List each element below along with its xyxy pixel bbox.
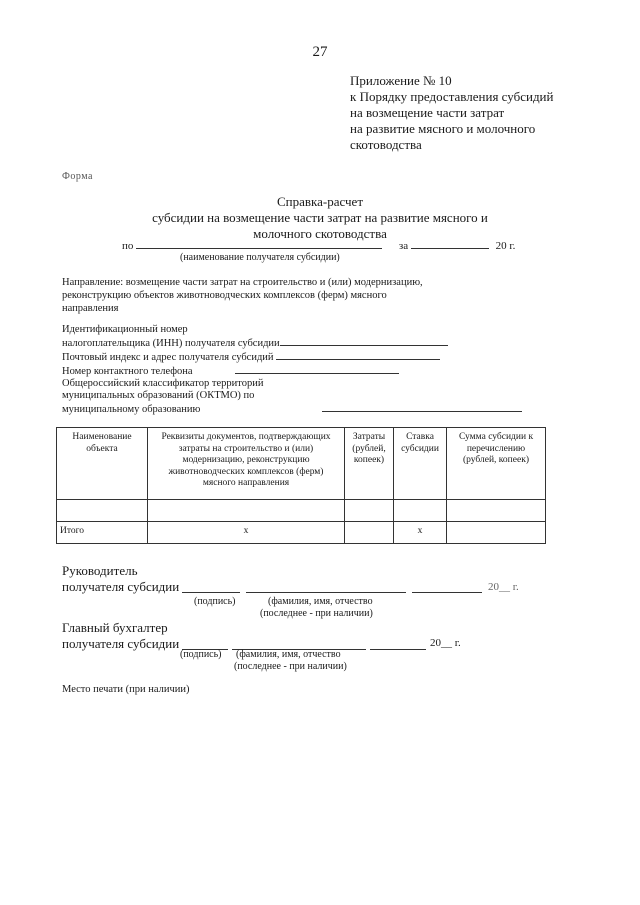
table-total-row [57,522,546,544]
oktmo-label-2: муниципальных образований (ОКТМО) по [62,390,255,401]
table-cell[interactable] [345,500,394,522]
head-name-hint-1: (фамилия, имя, отчество [268,596,373,607]
oktmo-field[interactable] [322,402,522,412]
total-cell[interactable] [345,522,394,544]
phone-field[interactable] [235,364,399,374]
accountant-title-1: Главный бухгалтер [62,620,168,635]
period-field[interactable] [411,239,489,249]
table-cell[interactable] [148,500,345,522]
address-field[interactable] [276,350,440,360]
title-line: молочного скотоводства [253,226,387,241]
total-cell[interactable] [447,522,546,544]
inn-label-1: Идентификационный номер [62,324,188,335]
stamp-place: Место печати (при наличии) [62,684,190,695]
head-name-hint-2: (последнее - при наличии) [260,608,373,619]
po-label: по [122,240,134,252]
total-cell: x [148,522,345,544]
head-year: 20__ г. [488,581,519,593]
za-label: за [398,240,409,252]
table-cell[interactable] [447,500,546,522]
head-date-field[interactable] [412,583,482,593]
head-signature-hint: (подпись) [194,596,236,607]
table-header-row [57,428,546,500]
appendix-line: Приложение № 10 [350,73,452,88]
appendix-line: на возмещение части затрат [350,105,505,120]
head-title-2: получателя субсидии [62,579,180,594]
address-label: Почтовый индекс и адрес получателя субсидий [62,352,274,363]
recipient-field[interactable] [136,239,382,249]
recipient-hint: (наименование получателя субсидии) [180,252,340,263]
phone-label: Номер контактного телефона [62,366,193,377]
accountant-year: 20__ г. [430,637,461,649]
head-signature-field[interactable] [182,583,240,593]
title-line: субсидии на возмещение части затрат на развитие мясного и [152,210,488,225]
table-cell[interactable] [57,500,148,522]
appendix-line: на развитие мясного и молочного [350,121,536,136]
inn-field[interactable] [280,336,448,346]
subsidy-table [56,427,546,544]
accountant-title-2: получателя субсидии [62,636,180,651]
accountant-signature-hint: (подпись) [180,649,222,660]
oktmo-label-1: Общероссийский классификатор территорий [62,378,264,389]
total-label: Итого [57,522,148,544]
recipient-fields [62,324,522,416]
header-rate: Ставка субсидии [394,428,447,500]
appendix-block [350,73,553,153]
total-cell: x [394,522,447,544]
year-label: 20 г. [495,240,516,252]
header-documents: Реквизиты документов, подтверждающих затраты на строительство и (или) модернизацию, реконструкцию животноводческих комплексов (ферм) мясного направления [148,428,345,500]
header-object: Наименование объекта [57,428,148,500]
appendix-line: к Порядку предоставления субсидий [350,89,554,104]
document-title [0,194,640,242]
page-number: 27 [312,44,328,60]
title-line: Справка-расчет [276,194,364,209]
oktmo-label-3: муниципальному образованию [62,404,201,415]
inn-label-2: налогоплательщика (ИНН) получателя субсидии [62,338,280,349]
direction-text: Направление: возмещение части затрат на строительство и (или) модернизацию, реконструкцию объектов животноводческих комплексов (ферм) мясного направления [62,277,423,314]
head-name-field[interactable] [246,583,406,593]
form-label: Форма [62,171,93,182]
table-row [57,500,546,522]
accountant-name-hint-1: (фамилия, имя, отчество [236,649,341,660]
appendix-line: скотоводства [350,137,422,152]
accountant-name-hint-2: (последнее - при наличии) [234,661,347,672]
header-costs: Затраты (рублей, копеек) [345,428,394,500]
period-line [122,239,515,252]
table-cell[interactable] [394,500,447,522]
accountant-date-field[interactable] [370,640,426,650]
header-subsidy-amount: Сумма субсидии к перечислению (рублей, копеек) [447,428,546,500]
head-title-1: Руководитель [62,563,138,578]
